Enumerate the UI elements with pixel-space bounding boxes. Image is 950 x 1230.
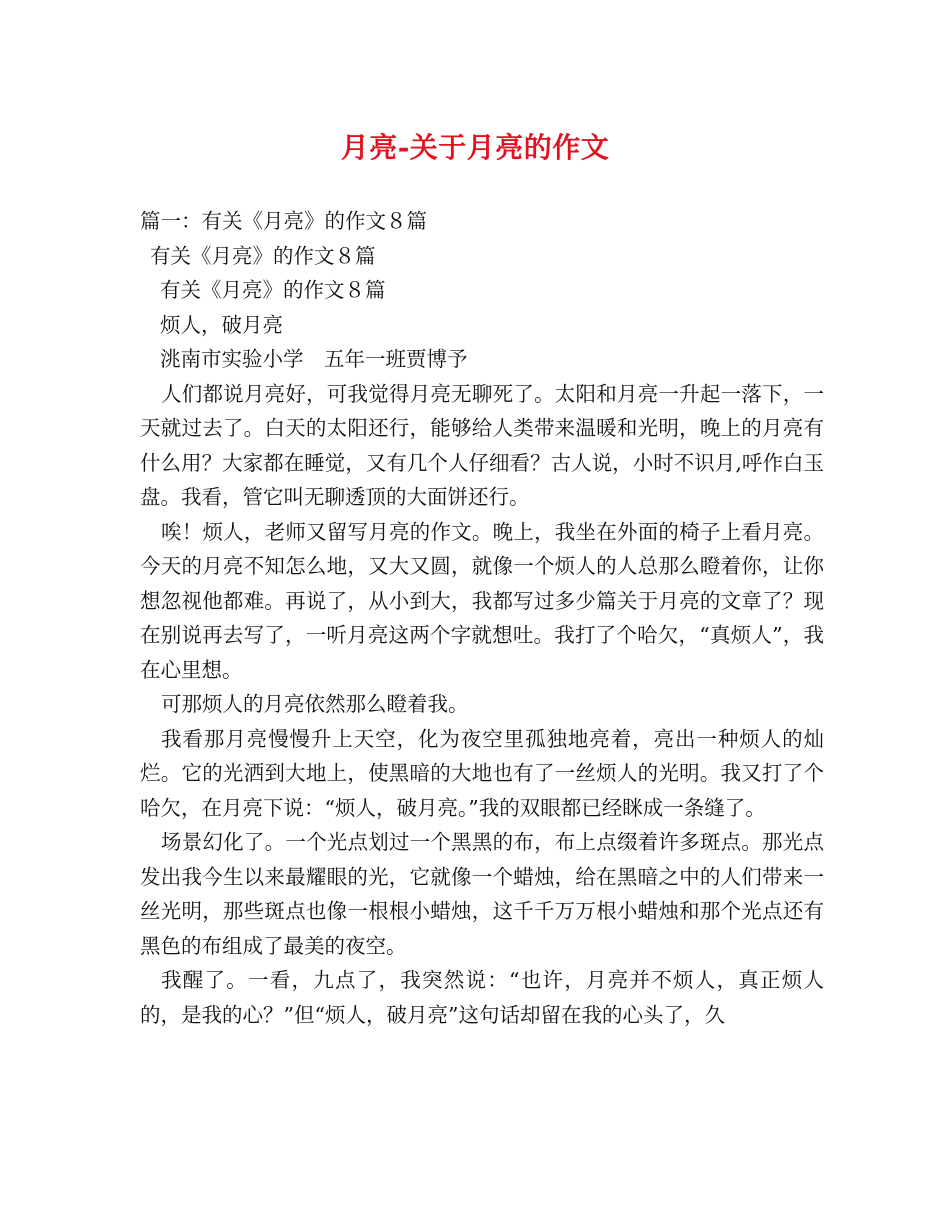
paragraph-3: 可那烦人的月亮依然那么瞪着我。 <box>161 692 469 716</box>
document-body <box>140 204 824 1032</box>
paragraph-6: 我醒了。一看，九点了，我突然说：“也许，月亮并不烦人，真正烦人的，是我的心？”但“烦人，破月亮”这句话却留在我的心头了，久 <box>140 968 824 1027</box>
paragraph-5: 场景幻化了。一个光点划过一个黑黑的布，布上点缀着许多斑点。那光点发出我今生以来最耀眼的光，它就像一个蜡烛，给在黑暗之中的人们带来一丝光明，那些斑点也像一根根小蜡烛，这千千万万根小蜡烛和那个光点还有黑色的布组成了最美的夜空。 <box>140 830 824 958</box>
essay-title: 烦人，破月亮 <box>160 312 283 337</box>
heading-line-1: 篇一：有关《月亮》的作文８篇 <box>140 209 427 233</box>
paragraph-4: 我看那月亮慢慢升上天空，化为夜空里孤独地亮着，亮出一种烦人的灿烂。它的光洒到大地上，使黑暗的大地也有了一丝烦人的光明。我又打了个哈欠，在月亮下说：“烦人，破月亮。”我的双眼都已经眯成一条缝了。 <box>140 726 824 820</box>
author-line: 洮南市实验小学 五年一班贾博予 <box>160 347 468 371</box>
document-title: 月亮-关于月亮的作文 <box>340 131 610 164</box>
heading-line-3: 有关《月亮》的作文８篇 <box>160 278 386 302</box>
paragraph-2: 唉！烦人，老师又留写月亮的作文。晚上，我坐在外面的椅子上看月亮。今天的月亮不知怎么地，又大又圆，就像一个烦人的人总那么瞪着你，让你想忽视他都难。再说了，从小到大，我都写过多少篇关于月亮的文章了？现在别说再去写了，一听月亮这两个字就想吐。我打了个哈欠，“真烦人”，我在心里想。 <box>140 519 824 682</box>
heading-line-2: 有关《月亮》的作文８篇 <box>150 243 376 268</box>
paragraph-1: 人们都说月亮好，可我觉得月亮无聊死了。太阳和月亮一升起一落下，一天就过去了。白天的太阳还行，能够给人类带来温暖和光明，晚上的月亮有什么用？大家都在睡觉，又有几个人仔细看？古人说，小时不识月,呼作白玉盘。我看，管它叫无聊透顶的大面饼还行。 <box>140 381 824 509</box>
